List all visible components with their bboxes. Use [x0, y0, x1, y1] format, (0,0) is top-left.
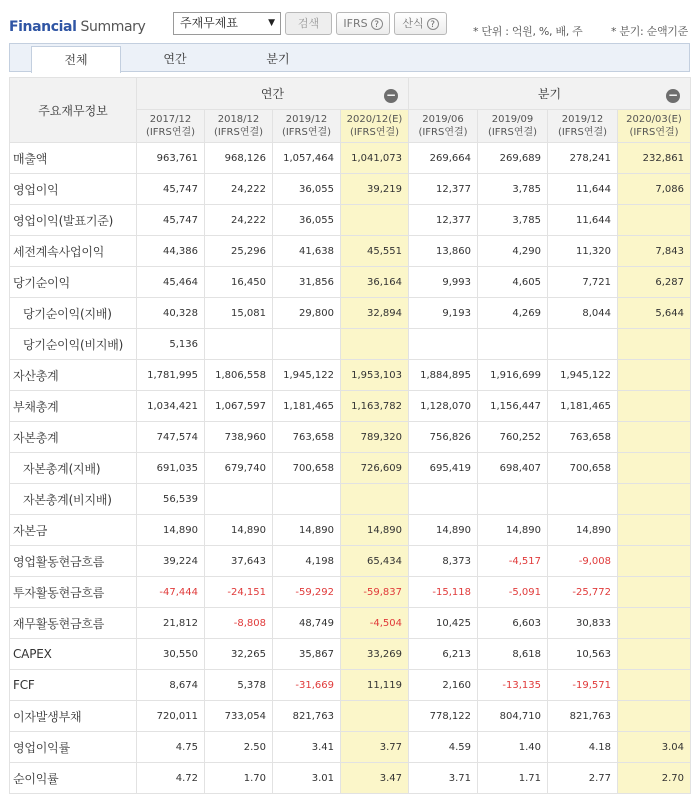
table-cell: 3.47 — [341, 763, 409, 794]
table-row — [10, 763, 691, 794]
table-row — [10, 422, 691, 453]
table-row — [10, 608, 691, 639]
period-header — [409, 110, 478, 143]
table-row — [10, 391, 691, 422]
table-cell: 1,945,122 — [548, 360, 618, 391]
table-cell: 5,136 — [137, 329, 205, 360]
table-cell: 700,658 — [273, 453, 341, 484]
table-cell — [478, 484, 548, 515]
ifrs-label: IFRS — [343, 17, 368, 30]
table-cell: 1,156,447 — [478, 391, 548, 422]
table-cell: 39,224 — [137, 546, 205, 577]
table-cell: 720,011 — [137, 701, 205, 732]
table-cell: 1,041,073 — [341, 143, 409, 174]
table-cell: 65,434 — [341, 546, 409, 577]
table-cell: 14,890 — [409, 515, 478, 546]
table-row — [10, 174, 691, 205]
table-cell: 13,860 — [409, 236, 478, 267]
table-cell: 11,320 — [548, 236, 618, 267]
table-cell: 30,550 — [137, 639, 205, 670]
table-cell — [618, 639, 691, 670]
table-cell: 726,609 — [341, 453, 409, 484]
row-label: 이자발생부채 — [10, 701, 137, 732]
table-cell — [618, 205, 691, 236]
table-cell: -13,135 — [478, 670, 548, 701]
table-cell — [618, 577, 691, 608]
tab-annual[interactable]: 연간 — [163, 52, 187, 66]
table-cell: 14,890 — [341, 515, 409, 546]
table-cell: 8,618 — [478, 639, 548, 670]
collapse-annual-icon[interactable]: − — [385, 88, 397, 102]
table-cell: 25,296 — [205, 236, 273, 267]
row-label: 자본금 — [10, 515, 137, 546]
table-cell: 45,747 — [137, 174, 205, 205]
table-row — [10, 484, 691, 515]
table-cell: 789,320 — [341, 422, 409, 453]
group-annual-label: 연간 — [260, 86, 285, 101]
ifrs-button[interactable] — [336, 12, 390, 35]
table-cell: 756,826 — [409, 422, 478, 453]
table-cell — [273, 329, 341, 360]
table-row — [10, 577, 691, 608]
table-row — [10, 205, 691, 236]
statement-type-select[interactable] — [173, 12, 281, 35]
table-cell: 1,163,782 — [341, 391, 409, 422]
table-cell: 2.70 — [618, 763, 691, 794]
table-cell: 45,551 — [341, 236, 409, 267]
dropdown-arrow-icon: ▼ — [268, 18, 275, 28]
table-cell: 3.77 — [341, 732, 409, 763]
table-cell: 11,644 — [548, 174, 618, 205]
row-label: 당기순이익(지배) — [10, 298, 137, 329]
table-cell: 41,638 — [273, 236, 341, 267]
table-cell — [341, 329, 409, 360]
table-cell — [618, 670, 691, 701]
row-label: CAPEX — [10, 639, 137, 670]
table-cell — [618, 701, 691, 732]
row-label: 영업활동현금흐름 — [10, 546, 137, 577]
table-row — [10, 143, 691, 174]
table-cell: 36,164 — [341, 267, 409, 298]
table-cell: 1,181,465 — [548, 391, 618, 422]
period-date: 2017/12 — [149, 114, 192, 125]
table-cell: 14,890 — [273, 515, 341, 546]
table-cell: 804,710 — [478, 701, 548, 732]
row-label: 투자활동현금흐름 — [10, 577, 137, 608]
table-cell: 1,781,995 — [137, 360, 205, 391]
table-cell: 1,128,070 — [409, 391, 478, 422]
group-quarter-header — [409, 78, 691, 110]
collapse-quarter-icon[interactable]: − — [667, 88, 679, 102]
table-cell: 40,328 — [137, 298, 205, 329]
table-cell: 39,219 — [341, 174, 409, 205]
table-cell: 29,800 — [273, 298, 341, 329]
table-cell: 3,785 — [478, 174, 548, 205]
table-cell: 1,806,558 — [205, 360, 273, 391]
table-cell: 31,856 — [273, 267, 341, 298]
statement-type-value: 주재무제표 — [180, 16, 238, 30]
row-label: 자본총계 — [10, 422, 137, 453]
period-date: 2019/09 — [491, 114, 534, 125]
table-cell: 9,993 — [409, 267, 478, 298]
period-header — [548, 110, 618, 143]
financial-summary-table — [9, 77, 690, 794]
table-cell: 8,373 — [409, 546, 478, 577]
period-date: 2019/12 — [561, 114, 604, 125]
table-cell: 14,890 — [205, 515, 273, 546]
table-cell: 11,119 — [341, 670, 409, 701]
tab-bar — [9, 43, 690, 72]
table-cell — [618, 453, 691, 484]
table-cell: 12,377 — [409, 174, 478, 205]
table-cell: 4,605 — [478, 267, 548, 298]
table-cell: -9,008 — [548, 546, 618, 577]
row-label: 자본총계(지배) — [10, 453, 137, 484]
table-cell: 14,890 — [548, 515, 618, 546]
table-cell: 3,785 — [478, 205, 548, 236]
table-cell: 1.40 — [478, 732, 548, 763]
row-label: 당기순이익(비지배) — [10, 329, 137, 360]
table-cell: 278,241 — [548, 143, 618, 174]
table-cell — [341, 701, 409, 732]
table-cell: 30,833 — [548, 608, 618, 639]
group-annual-header — [137, 78, 409, 110]
table-cell: 56,539 — [137, 484, 205, 515]
period-header — [137, 110, 205, 143]
table-cell: -5,091 — [478, 577, 548, 608]
table-row — [10, 701, 691, 732]
period-basis: (IFRS연결) — [418, 127, 468, 138]
quarter-basis-note: * 분기: 순액기준 — [611, 25, 688, 38]
table-cell: 10,425 — [409, 608, 478, 639]
search-button[interactable]: 검색 — [285, 12, 332, 35]
table-cell — [618, 608, 691, 639]
table-row — [10, 267, 691, 298]
table-cell: 4.75 — [137, 732, 205, 763]
table-row — [10, 515, 691, 546]
table-cell: 1,034,421 — [137, 391, 205, 422]
table-cell: -15,118 — [409, 577, 478, 608]
table-cell: 963,761 — [137, 143, 205, 174]
table-cell: 269,664 — [409, 143, 478, 174]
row-label: FCF — [10, 670, 137, 701]
table-cell: 695,419 — [409, 453, 478, 484]
top-bar — [0, 0, 699, 42]
table-cell: 5,378 — [205, 670, 273, 701]
table-cell — [409, 484, 478, 515]
table-cell: 15,081 — [205, 298, 273, 329]
period-basis: (IFRS연결) — [213, 127, 264, 138]
table-cell: -47,444 — [137, 577, 205, 608]
table-cell: 1,181,465 — [273, 391, 341, 422]
table-cell: 14,890 — [137, 515, 205, 546]
table-cell: 2.77 — [548, 763, 618, 794]
row-label: 부채총계 — [10, 391, 137, 422]
table-cell: 4,198 — [273, 546, 341, 577]
table-row — [10, 360, 691, 391]
table-cell: -59,837 — [341, 577, 409, 608]
table-cell: 269,689 — [478, 143, 548, 174]
table-row — [10, 453, 691, 484]
table-cell: 821,763 — [548, 701, 618, 732]
table-cell: 968,126 — [205, 143, 273, 174]
title-financial: Financial — [9, 19, 77, 35]
table-cell: 3.04 — [618, 732, 691, 763]
period-basis: (IFRS연결) — [629, 127, 679, 138]
page-title — [9, 19, 145, 35]
table-cell: 24,222 — [205, 205, 273, 236]
table-cell — [341, 205, 409, 236]
table-cell: 4.18 — [548, 732, 618, 763]
table-cell: 8,674 — [137, 670, 205, 701]
table-cell: 4,290 — [478, 236, 548, 267]
table-cell — [618, 329, 691, 360]
help-icon: ? — [371, 18, 383, 30]
table-cell — [618, 515, 691, 546]
table-cell: 679,740 — [205, 453, 273, 484]
table-cell — [548, 484, 618, 515]
formula-label: 산식 — [402, 17, 424, 30]
title-summary: Summary — [76, 19, 146, 35]
table-cell: 821,763 — [273, 701, 341, 732]
help-icon: ? — [427, 18, 439, 30]
table-cell: 4,269 — [478, 298, 548, 329]
table-cell: 7,721 — [548, 267, 618, 298]
row-label: 매출액 — [10, 143, 137, 174]
table-cell: 48,749 — [273, 608, 341, 639]
table-cell: 232,861 — [618, 143, 691, 174]
period-date: 2019/12 — [285, 114, 328, 125]
table-cell: 7,086 — [618, 174, 691, 205]
period-date: 2018/12 — [217, 114, 260, 125]
row-label: 영업이익(발표기준) — [10, 205, 137, 236]
table-cell — [341, 484, 409, 515]
table-cell — [618, 391, 691, 422]
table-cell: 45,464 — [137, 267, 205, 298]
table-cell: -25,772 — [548, 577, 618, 608]
table-cell — [409, 329, 478, 360]
table-cell: -59,292 — [273, 577, 341, 608]
formula-button[interactable] — [394, 12, 447, 35]
table-cell — [618, 484, 691, 515]
table-row — [10, 329, 691, 360]
table-cell: 6,213 — [409, 639, 478, 670]
table-cell: -4,517 — [478, 546, 548, 577]
period-basis: (IFRS연결) — [487, 127, 538, 138]
table-cell: 1,945,122 — [273, 360, 341, 391]
table-cell: 3.41 — [273, 732, 341, 763]
table-cell: 33,269 — [341, 639, 409, 670]
table-cell: 691,035 — [137, 453, 205, 484]
table-cell: 4.59 — [409, 732, 478, 763]
row-label: 재무활동현금흐름 — [10, 608, 137, 639]
table-cell: 5,644 — [618, 298, 691, 329]
table-cell: 778,122 — [409, 701, 478, 732]
table-cell: 32,894 — [341, 298, 409, 329]
table-cell: 6,287 — [618, 267, 691, 298]
table-cell: 1,057,464 — [273, 143, 341, 174]
row-header-label: 주요재무정보 — [10, 78, 137, 143]
table-cell: -19,571 — [548, 670, 618, 701]
table-row — [10, 732, 691, 763]
tab-quarter[interactable]: 분기 — [266, 52, 290, 66]
period-date: 2020/12(E) — [346, 114, 403, 125]
table-cell: -24,151 — [205, 577, 273, 608]
table-cell: 11,644 — [548, 205, 618, 236]
table-cell: -4,504 — [341, 608, 409, 639]
table-cell: 36,055 — [273, 174, 341, 205]
table-row — [10, 298, 691, 329]
table-cell — [205, 329, 273, 360]
row-label: 자본총계(비지배) — [10, 484, 137, 515]
table-cell: 10,563 — [548, 639, 618, 670]
period-basis: (IFRS연결) — [281, 127, 332, 138]
row-label: 영업이익률 — [10, 732, 137, 763]
row-label: 세전계속사업이익 — [10, 236, 137, 267]
table-cell: 1.70 — [205, 763, 273, 794]
table-row — [10, 639, 691, 670]
table-cell: 14,890 — [478, 515, 548, 546]
group-quarter-label: 분기 — [537, 86, 562, 101]
table-cell: 1,916,699 — [478, 360, 548, 391]
table-cell: 24,222 — [205, 174, 273, 205]
table-cell: 1,953,103 — [341, 360, 409, 391]
table-cell: 6,603 — [478, 608, 548, 639]
row-label: 자산총계 — [10, 360, 137, 391]
table-cell — [618, 360, 691, 391]
table-cell: 747,574 — [137, 422, 205, 453]
table-cell — [478, 329, 548, 360]
table-cell: 32,265 — [205, 639, 273, 670]
period-header — [478, 110, 548, 143]
table-cell: 16,450 — [205, 267, 273, 298]
table-cell: 763,658 — [548, 422, 618, 453]
table-cell: 700,658 — [548, 453, 618, 484]
table-cell — [618, 546, 691, 577]
period-header — [618, 110, 691, 143]
table-cell: 2,160 — [409, 670, 478, 701]
row-label: 영업이익 — [10, 174, 137, 205]
period-basis: (IFRS연결) — [557, 127, 608, 138]
table-cell: 733,054 — [205, 701, 273, 732]
table-row — [10, 546, 691, 577]
period-header — [205, 110, 273, 143]
table-cell: -31,669 — [273, 670, 341, 701]
table-cell: 3.71 — [409, 763, 478, 794]
table-row — [10, 236, 691, 267]
table-cell: 763,658 — [273, 422, 341, 453]
table-cell: 698,407 — [478, 453, 548, 484]
table-cell: 21,812 — [137, 608, 205, 639]
table-cell: -8,808 — [205, 608, 273, 639]
table-cell — [205, 484, 273, 515]
unit-note: * 단위 : 억원, %, 배, 주 — [473, 25, 583, 38]
table-cell — [548, 329, 618, 360]
table-cell: 738,960 — [205, 422, 273, 453]
period-basis: (IFRS연결) — [349, 127, 400, 138]
table-cell: 12,377 — [409, 205, 478, 236]
table-cell: 1.71 — [478, 763, 548, 794]
table-cell: 9,193 — [409, 298, 478, 329]
table-cell: 36,055 — [273, 205, 341, 236]
period-date: 2020/03(E) — [626, 114, 682, 125]
table-cell: 7,843 — [618, 236, 691, 267]
table-cell: 1,884,895 — [409, 360, 478, 391]
table-cell: 35,867 — [273, 639, 341, 670]
period-date: 2019/06 — [422, 114, 464, 125]
period-header — [273, 110, 341, 143]
table-row — [10, 670, 691, 701]
table-cell: 44,386 — [137, 236, 205, 267]
table-cell: 45,747 — [137, 205, 205, 236]
row-label: 순이익률 — [10, 763, 137, 794]
tab-all[interactable]: 전체 — [31, 46, 121, 73]
period-basis: (IFRS연결) — [145, 127, 196, 138]
table-cell — [618, 422, 691, 453]
row-label: 당기순이익 — [10, 267, 137, 298]
table-cell: 8,044 — [548, 298, 618, 329]
table-cell: 3.01 — [273, 763, 341, 794]
table-cell: 760,252 — [478, 422, 548, 453]
table-cell: 37,643 — [205, 546, 273, 577]
table-cell — [273, 484, 341, 515]
table-cell: 1,067,597 — [205, 391, 273, 422]
period-header — [341, 110, 409, 143]
table-cell: 2.50 — [205, 732, 273, 763]
table-cell: 4.72 — [137, 763, 205, 794]
